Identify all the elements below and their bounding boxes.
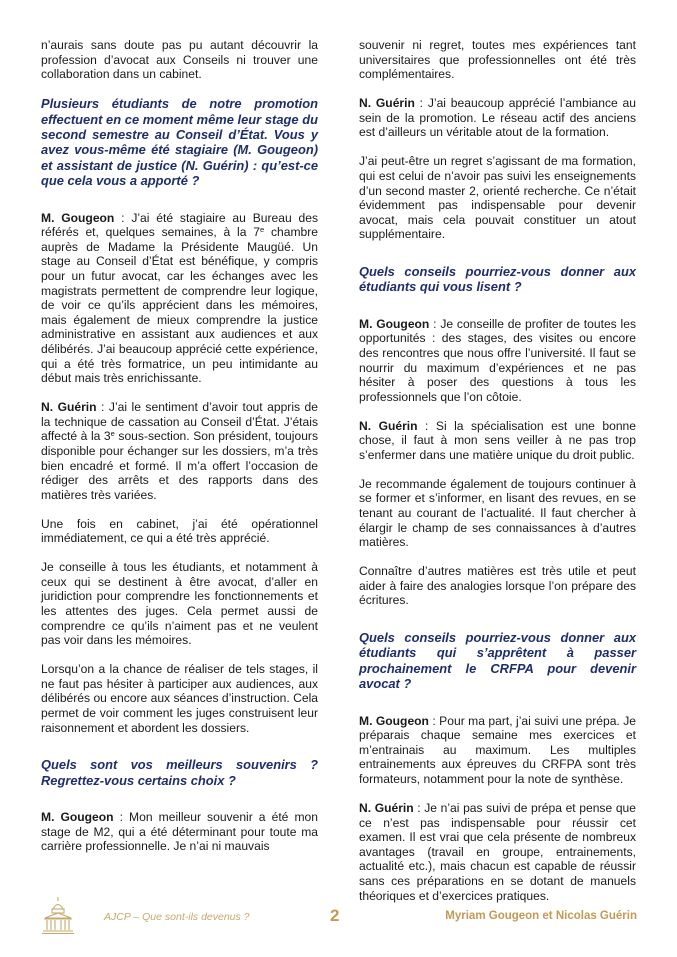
body-paragraph: Je conseille à tous les étudiants, et notamment à ceux qui se destinent à être avocat, d’aller en juridiction pour comprendre les fonctionnements et les attentes des juges. Cela permet aussi de comprendre ce qu’ils n’aiment pas et ne veulent pas voir dans les mémoires. xyxy=(41,560,318,648)
answer-text: : Je n’ai pas suivi de prépa et pense que ce n’est pas indispensable pour réussir cet examen. Il est vrai que cela présente de nombreux avantages (travail en groupe, entrainements, actualité etc.), mais chacun est capable de réussir sans ces préparations en se dotant de manuels théoriques et d’exercices pratiques. xyxy=(359,800,636,903)
answer-text: sous-section. Son président, toujours disponible pour échanger sur les dossiers, m’a très bien encadré et formé. Il m’a offert l’occasion de rédiger des arrêts et des rapports dans des matières très variées. xyxy=(41,429,318,502)
right-column xyxy=(359,38,636,918)
body-paragraph: J’ai peut-être un regret s’agissant de ma formation, qui est celui de n’avoir pas suivi les enseignements d’un second master 2, orienté recherche. Ce n’était évidemment pas indispensable pour devenir avocat, mais cela pouvait constituer un atout supplémentaire. xyxy=(359,154,636,242)
answer-text: : J’ai le sentiment d’avoir tout appris de la technique de cassation au Conseil d’État. J’étais affecté à la 3 xyxy=(41,400,318,444)
body-paragraph: souvenir ni regret, toutes mes expériences tant universitaires que professionnelles ont été très complémentaires. xyxy=(359,38,636,82)
speaker-name: N. Guérin xyxy=(41,400,97,415)
question-heading: Quels sont vos meilleurs souvenirs ? Regrettez-vous certains choix ? xyxy=(41,757,318,788)
answer-paragraph xyxy=(41,810,318,854)
page-footer xyxy=(0,892,677,952)
intro-paragraph: n’aurais sans doute pas pu autant découvrir la profession d’avocat aux Conseils ni trouver une collaboration dans un cabinet. xyxy=(41,38,318,82)
superscript: e xyxy=(259,225,265,235)
speaker-name: N. Guérin xyxy=(359,800,414,815)
page-number: 2 xyxy=(330,906,340,925)
question-heading: Plusieurs étudiants de notre promotion effectuent en ce moment même leur stage du second semestre au Conseil d’État. Vous y avez vous-même été stagiaire (M. Gougeon) et assistant de justice (N. Guérin) : qu’est-ce que cela vous a apporté ? xyxy=(41,96,318,189)
speaker-name: M. Gougeon xyxy=(41,210,115,225)
footer-authors: Myriam Gougeon et Nicolas Guérin xyxy=(445,910,637,922)
left-column xyxy=(41,38,318,868)
speaker-name: M. Gougeon xyxy=(359,316,430,331)
answer-text: : J’ai beaucoup apprécié l’ambiance au sein de la promotion. Le réseau actif des anciens est d’ailleurs un véritable atout de la formation. xyxy=(359,96,636,140)
answer-paragraph xyxy=(41,211,318,386)
answer-text: : Si la spécialisation est une bonne chose, il faut à mon sens veiller à ne pas trop s’enfermer dans une matière unique du droit public. xyxy=(359,418,637,462)
speaker-name: N. Guérin xyxy=(359,96,415,111)
pantheon-icon xyxy=(40,896,76,936)
answer-paragraph xyxy=(359,419,636,463)
answer-text: chambre auprès de Madame la Présidente Maugüé. Un stage au Conseil d’État est bénéfique, y compris pour un futur avocat, car les échanges avec les magistrats permettent de comprendre leur logique, de voir ce qu’ils apprécient dans les mémoires, mais également de mieux comprendre la justice administrative en assistant aux audiences et aux délibérés. J’ai beaucoup apprécié cette expérience, qui a été très formatrice, un peu intimidante au début mais très enrichissante. xyxy=(41,225,318,386)
question-heading: Quels conseils pourriez-vous donner aux étudiants qui s’apprêtent à passer prochainement le CRFPA pour devenir avocat ? xyxy=(359,629,636,692)
answer-text: : J’ai été stagiaire au Bureau des référés et, quelques semaines, à la 7 xyxy=(41,210,318,240)
body-paragraph: Lorsqu’on a la chance de réaliser de tels stages, il ne faut pas hésiter à participer aux audiences, aux délibérés ou encore aux séances d’instruction. Cela permet de voir comment les juges construisent leur raisonnement et abordent les dossiers. xyxy=(41,662,318,735)
answer-text: : Je conseille de profiter de toutes les opportunités : des stages, des visites ou encore des rencontres que nous offre l’université. Il faut se nourrir du maximum d’expériences et ne pas hésiter à poser des questions à tous les professionnels que l’on côtoie. xyxy=(359,316,636,404)
speaker-name: N. Guérin xyxy=(359,418,418,433)
question-heading: Quels conseils pourriez-vous donner aux étudiants qui vous lisent ? xyxy=(359,263,636,295)
body-paragraph: Connaître d’autres matières est très utile et peut aider à faire des analogies lorsque l’on prépare des écritures. xyxy=(359,564,636,608)
body-paragraph: Une fois en cabinet, j’ai été opérationnel immédiatement, ce qui a été très apprécié. xyxy=(41,516,318,546)
answer-paragraph xyxy=(359,714,636,787)
answer-paragraph xyxy=(41,400,318,502)
answer-paragraph xyxy=(359,801,636,903)
speaker-name: M. Gougeon xyxy=(41,809,114,824)
footer-publication-title: AJCP – Que sont-ils devenus ? xyxy=(104,911,250,923)
answer-text: : Mon meilleur souvenir a été mon stage de M2, qui a été déterminant pour toute ma carrière professionnelle. Je n’ai ni mauvais xyxy=(41,809,318,854)
body-paragraph: Je recommande également de toujours continuer à se former et s’informer, en lisant des revues, en se tenant au courant de l’actualité. Il faut chercher à élargir le champ de ses connaissances à d’autres matières. xyxy=(359,476,636,550)
speaker-name: M. Gougeon xyxy=(359,713,429,728)
answer-paragraph xyxy=(359,317,636,405)
answer-paragraph xyxy=(359,96,636,140)
answer-text: : Pour ma part, j’ai suivi une prépa. Je préparais chaque semaine mes exercices et m’entrainais au maximum. Les multiples entrainements aux épreuves du CRFPA sont très formateurs, notamment pour la note de synthèse. xyxy=(359,713,636,786)
superscript: e xyxy=(110,429,115,439)
